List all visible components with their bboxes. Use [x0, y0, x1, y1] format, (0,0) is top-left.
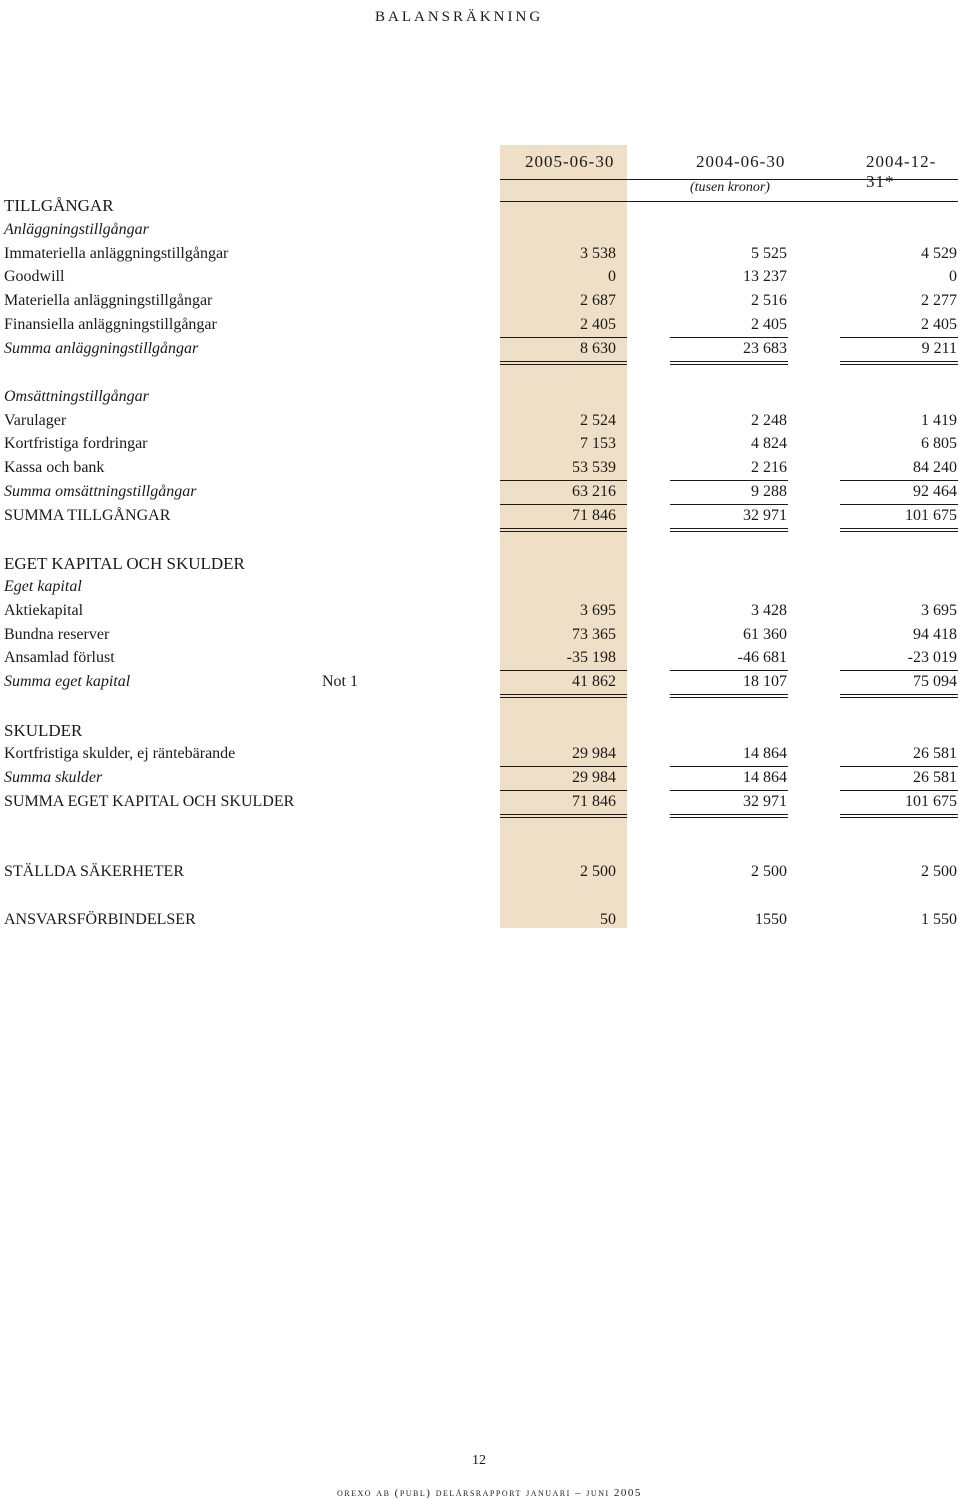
table-row [0, 412, 960, 434]
row-value-col-2: 5 525 [751, 245, 787, 262]
row-value-col-1: 73 365 [572, 626, 616, 643]
row-label: SKULDER [4, 721, 83, 740]
row-label: Ansamlad förlust [4, 649, 115, 666]
unit-note: (tusen kronor) [690, 180, 770, 195]
row-value-col-3: 1 419 [921, 412, 957, 429]
row-label: ANSVARSFÖRBINDELSER [4, 911, 196, 928]
table-row [0, 292, 960, 314]
row-value-col-3: 2 277 [921, 292, 957, 309]
row-value-col-2: 23 683 [743, 340, 787, 357]
row-label: Goodwill [4, 268, 65, 285]
underline [500, 480, 627, 481]
row-value-col-1: 3 695 [580, 602, 616, 619]
row-value-col-1: 50 [600, 911, 616, 928]
underline [670, 504, 788, 505]
row-label: Kassa och bank [4, 459, 105, 476]
underline [670, 670, 788, 671]
row-label: Kortfristiga fordringar [4, 435, 148, 452]
table-row [0, 388, 960, 410]
table-row [0, 863, 960, 885]
row-value-col-3: 94 418 [913, 626, 957, 643]
underline [840, 504, 958, 505]
table-row [0, 769, 960, 791]
row-value-col-3: -23 019 [907, 649, 957, 666]
row-value-col-2: 2 248 [751, 412, 787, 429]
row-value-col-3: 3 695 [921, 602, 957, 619]
double-underline [670, 694, 788, 698]
double-underline [670, 528, 788, 532]
row-label: Summa omsättningstillgångar [4, 483, 197, 500]
table-row [0, 316, 960, 338]
row-value-col-1: 29 984 [572, 745, 616, 762]
row-label: TILLGÅNGAR [4, 196, 114, 215]
table-row [0, 911, 960, 933]
table-row [0, 507, 960, 529]
table-row [0, 721, 960, 743]
row-value-col-1: 2 687 [580, 292, 616, 309]
underline [500, 766, 627, 767]
row-value-col-3: 101 675 [905, 507, 957, 524]
row-label: Materiella anläggningstillgångar [4, 292, 213, 309]
table-row [0, 602, 960, 624]
table-row [0, 435, 960, 457]
column-header-2004-06-30: 2004-06-30 [696, 152, 786, 171]
double-underline [670, 814, 788, 818]
table-row [0, 793, 960, 815]
table-row [0, 745, 960, 767]
double-underline [840, 814, 958, 818]
row-value-col-3: 1 550 [921, 911, 957, 928]
row-value-col-1: 2 405 [580, 316, 616, 333]
row-value-col-1: 63 216 [572, 483, 616, 500]
row-label: Summa skulder [4, 769, 103, 786]
underline [840, 670, 958, 671]
double-underline [840, 528, 958, 532]
row-label: Anläggningstillgångar [4, 221, 149, 238]
column-header-2005-06-30: 2005-06-30 [525, 152, 615, 171]
table-row [0, 649, 960, 671]
table-row [0, 459, 960, 481]
row-label: Varulager [4, 412, 67, 429]
double-underline [500, 814, 627, 818]
underline [840, 480, 958, 481]
row-label: EGET KAPITAL OCH SKULDER [4, 554, 245, 573]
row-label: Summa eget kapital [4, 673, 131, 690]
double-underline [840, 361, 958, 365]
row-value-col-3: 0 [949, 268, 957, 285]
row-value-col-1: -35 198 [566, 649, 616, 666]
row-value-col-2: 13 237 [743, 268, 787, 285]
row-label: Eget kapital [4, 578, 82, 595]
underline [670, 480, 788, 481]
underline [670, 337, 788, 338]
double-underline [500, 361, 627, 365]
row-value-col-1: 0 [608, 268, 616, 285]
row-value-col-3: 4 529 [921, 245, 957, 262]
row-note: Not 1 [322, 673, 358, 690]
table-row [0, 578, 960, 600]
row-value-col-3: 101 675 [905, 793, 957, 810]
row-value-col-2: 32 971 [743, 793, 787, 810]
table-row [0, 340, 960, 362]
double-underline [500, 694, 627, 698]
row-value-col-1: 29 984 [572, 769, 616, 786]
row-value-col-1: 3 538 [580, 245, 616, 262]
row-value-col-3: 9 211 [921, 340, 957, 357]
row-value-col-1: 71 846 [572, 507, 616, 524]
table-row [0, 245, 960, 267]
underline [500, 504, 627, 505]
row-value-col-2: 14 864 [743, 769, 787, 786]
row-value-col-1: 2 500 [580, 863, 616, 880]
row-value-col-3: 75 094 [913, 673, 957, 690]
underline [840, 790, 958, 791]
row-label: Summa anläggningstillgångar [4, 340, 199, 357]
row-value-col-3: 26 581 [913, 769, 957, 786]
row-label: SUMMA TILLGÅNGAR [4, 507, 171, 524]
row-value-col-2: 9 288 [751, 483, 787, 500]
row-value-col-2: 2 516 [751, 292, 787, 309]
row-value-col-3: 26 581 [913, 745, 957, 762]
row-value-col-2: 2 216 [751, 459, 787, 476]
row-value-col-3: 84 240 [913, 459, 957, 476]
row-value-col-2: 2 405 [751, 316, 787, 333]
row-value-col-1: 8 630 [580, 340, 616, 357]
page-number: 12 [472, 1453, 486, 1468]
underline [670, 790, 788, 791]
row-value-col-1: 53 539 [572, 459, 616, 476]
table-row [0, 626, 960, 648]
row-value-col-2: 61 360 [743, 626, 787, 643]
row-label: SUMMA EGET KAPITAL OCH SKULDER [4, 793, 295, 810]
row-value-col-2: 3 428 [751, 602, 787, 619]
row-value-col-2: 14 864 [743, 745, 787, 762]
underline [840, 766, 958, 767]
underline [500, 790, 627, 791]
page-footer: orexo ab (publ) delårsrapport januari – juni 2005 [337, 1487, 642, 1499]
row-value-col-1: 41 862 [572, 673, 616, 690]
table-row [0, 268, 960, 290]
row-label: Aktiekapital [4, 602, 84, 619]
row-value-col-2: 4 824 [751, 435, 787, 452]
row-label: Omsättningstillgångar [4, 388, 149, 405]
double-underline [670, 361, 788, 365]
underline [840, 337, 958, 338]
row-label: Kortfristiga skulder, ej räntebärande [4, 745, 236, 762]
row-value-col-3: 92 464 [913, 483, 957, 500]
row-value-col-3: 6 805 [921, 435, 957, 452]
row-label: Finansiella anläggningstillgångar [4, 316, 217, 333]
column-header-2004-12-31: 2004-12-31* [866, 152, 937, 191]
row-value-col-2: 32 971 [743, 507, 787, 524]
table-row [0, 673, 960, 695]
table-row [0, 554, 960, 576]
page-title: balansräkning [375, 2, 544, 26]
row-label: STÄLLDA SÄKERHETER [4, 863, 184, 880]
row-value-col-2: 18 107 [743, 673, 787, 690]
row-value-col-1: 71 846 [572, 793, 616, 810]
underline [500, 670, 627, 671]
row-label: Immateriella anläggningstillgångar [4, 245, 229, 262]
table-row [0, 221, 960, 243]
row-value-col-3: 2 405 [921, 316, 957, 333]
underline [670, 766, 788, 767]
double-underline [840, 694, 958, 698]
row-value-col-2: 2 500 [751, 863, 787, 880]
table-row [0, 196, 960, 218]
row-value-col-1: 2 524 [580, 412, 616, 429]
row-label: Bundna reserver [4, 626, 110, 643]
row-value-col-1: 7 153 [580, 435, 616, 452]
underline [500, 337, 627, 338]
row-value-col-2: 1550 [755, 911, 787, 928]
row-value-col-3: 2 500 [921, 863, 957, 880]
row-value-col-2: -46 681 [737, 649, 787, 666]
double-underline [500, 528, 627, 532]
table-row [0, 483, 960, 505]
